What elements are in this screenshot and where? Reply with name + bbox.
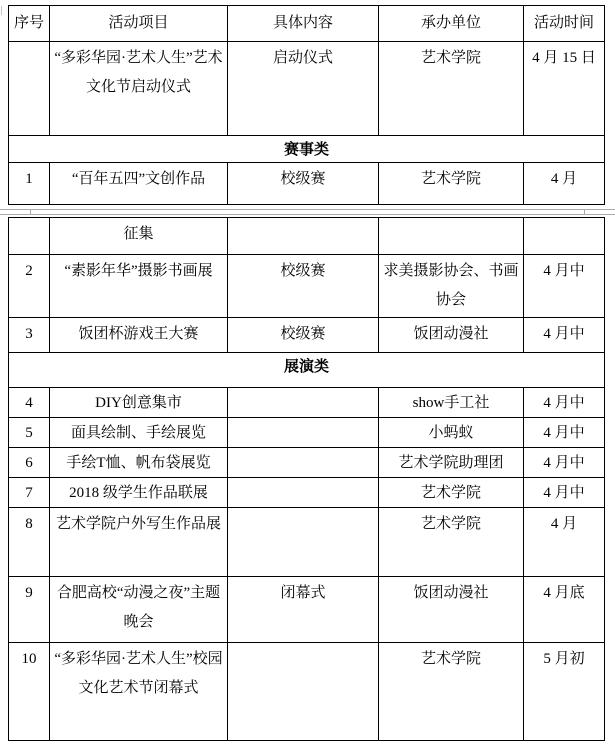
page-break-tick-left bbox=[30, 210, 31, 214]
cell-time: 4 月 bbox=[524, 163, 605, 205]
cell-project: “百年五四”文创作品 bbox=[50, 163, 228, 205]
table-row-continuation bbox=[9, 218, 605, 255]
column-header-no: 序号 bbox=[9, 6, 50, 42]
table-row bbox=[9, 163, 605, 205]
cell-time: 4 月中 bbox=[524, 388, 605, 418]
cell-content: 启动仪式 bbox=[228, 42, 379, 136]
cell-time: 4 月中 bbox=[524, 255, 605, 318]
cell-unit: 求美摄影协会、书画协会 bbox=[379, 255, 524, 318]
cell-unit: 艺术学院 bbox=[379, 42, 524, 136]
cell-content bbox=[228, 508, 379, 577]
cell-project: 手绘T恤、帆布袋展览 bbox=[50, 448, 228, 478]
table-row bbox=[9, 418, 605, 448]
cell-time: 4 月 bbox=[524, 508, 605, 577]
cell-content bbox=[228, 448, 379, 478]
section-label: 展演类 bbox=[9, 353, 605, 388]
page-break-tick-right bbox=[584, 210, 585, 214]
cell-project: “多彩华园·艺术人生”校园文化艺术节闭幕式 bbox=[50, 643, 228, 741]
cell-content bbox=[228, 478, 379, 508]
cell-unit: 饭团动漫社 bbox=[379, 318, 524, 353]
cell-project: DIY创意集市 bbox=[50, 388, 228, 418]
column-header-time: 活动时间 bbox=[524, 6, 605, 42]
cell-time: 4 月中 bbox=[524, 478, 605, 508]
cell-no: 7 bbox=[9, 478, 50, 508]
cell-no: 6 bbox=[9, 448, 50, 478]
cell-no: 2 bbox=[9, 255, 50, 318]
schedule-table-page-1 bbox=[8, 5, 605, 205]
cell-no: 3 bbox=[9, 318, 50, 353]
cell-no bbox=[9, 218, 50, 255]
cell-content: 校级赛 bbox=[228, 255, 379, 318]
cell-time: 4 月中 bbox=[524, 418, 605, 448]
table-row bbox=[9, 388, 605, 418]
cell-no: 1 bbox=[9, 163, 50, 205]
cell-time: 4 月底 bbox=[524, 577, 605, 643]
table-row bbox=[9, 643, 605, 741]
cell-content bbox=[228, 418, 379, 448]
cell-unit: 艺术学院 bbox=[379, 163, 524, 205]
cell-unit: 艺术学院 bbox=[379, 478, 524, 508]
table-header-row bbox=[9, 6, 605, 42]
cell-no: 5 bbox=[9, 418, 50, 448]
cell-content bbox=[228, 218, 379, 255]
column-header-unit: 承办单位 bbox=[379, 6, 524, 42]
cell-project: 2018 级学生作品联展 bbox=[50, 478, 228, 508]
table-row bbox=[9, 478, 605, 508]
section-row-exhibitions bbox=[9, 353, 605, 388]
cell-unit: 小蚂蚁 bbox=[379, 418, 524, 448]
cell-unit: show手工社 bbox=[379, 388, 524, 418]
table-row bbox=[9, 577, 605, 643]
cell-project: 征集 bbox=[50, 218, 228, 255]
cell-no: 10 bbox=[9, 643, 50, 741]
cell-content: 闭幕式 bbox=[228, 577, 379, 643]
column-header-project: 活动项目 bbox=[50, 6, 228, 42]
cell-time: 5 月初 bbox=[524, 643, 605, 741]
cell-time: 4 月中 bbox=[524, 448, 605, 478]
schedule-table-page-2 bbox=[8, 217, 605, 741]
page-margin-mark bbox=[1, 6, 2, 15]
cell-unit: 艺术学院 bbox=[379, 643, 524, 741]
table-row bbox=[9, 255, 605, 318]
cell-unit bbox=[379, 218, 524, 255]
cell-project: 饭团杯游戏王大赛 bbox=[50, 318, 228, 353]
cell-content: 校级赛 bbox=[228, 318, 379, 353]
cell-unit: 艺术学院 bbox=[379, 508, 524, 577]
cell-no: 4 bbox=[9, 388, 50, 418]
cell-time bbox=[524, 218, 605, 255]
cell-project: 艺术学院户外写生作品展 bbox=[50, 508, 228, 577]
cell-time: 4 月中 bbox=[524, 318, 605, 353]
page-break-marker bbox=[0, 209, 615, 215]
cell-no bbox=[9, 42, 50, 136]
section-row-competitions bbox=[9, 136, 605, 163]
section-label: 赛事类 bbox=[9, 136, 605, 163]
column-header-content: 具体内容 bbox=[228, 6, 379, 42]
cell-content bbox=[228, 643, 379, 741]
cell-project: 面具绘制、手绘展览 bbox=[50, 418, 228, 448]
cell-project: 合肥高校“动漫之夜”主题晚会 bbox=[50, 577, 228, 643]
cell-no: 8 bbox=[9, 508, 50, 577]
table-row bbox=[9, 508, 605, 577]
cell-project: “素影年华”摄影书画展 bbox=[50, 255, 228, 318]
cell-project: “多彩华园·艺术人生”艺术文化节启动仪式 bbox=[50, 42, 228, 136]
cell-content: 校级赛 bbox=[228, 163, 379, 205]
table-row bbox=[9, 448, 605, 478]
cell-unit: 艺术学院助理团 bbox=[379, 448, 524, 478]
cell-time: 4 月 15 日 bbox=[524, 42, 605, 136]
cell-unit: 饭团动漫社 bbox=[379, 577, 524, 643]
table-row bbox=[9, 318, 605, 353]
table-row bbox=[9, 42, 605, 136]
cell-no: 9 bbox=[9, 577, 50, 643]
cell-content bbox=[228, 388, 379, 418]
